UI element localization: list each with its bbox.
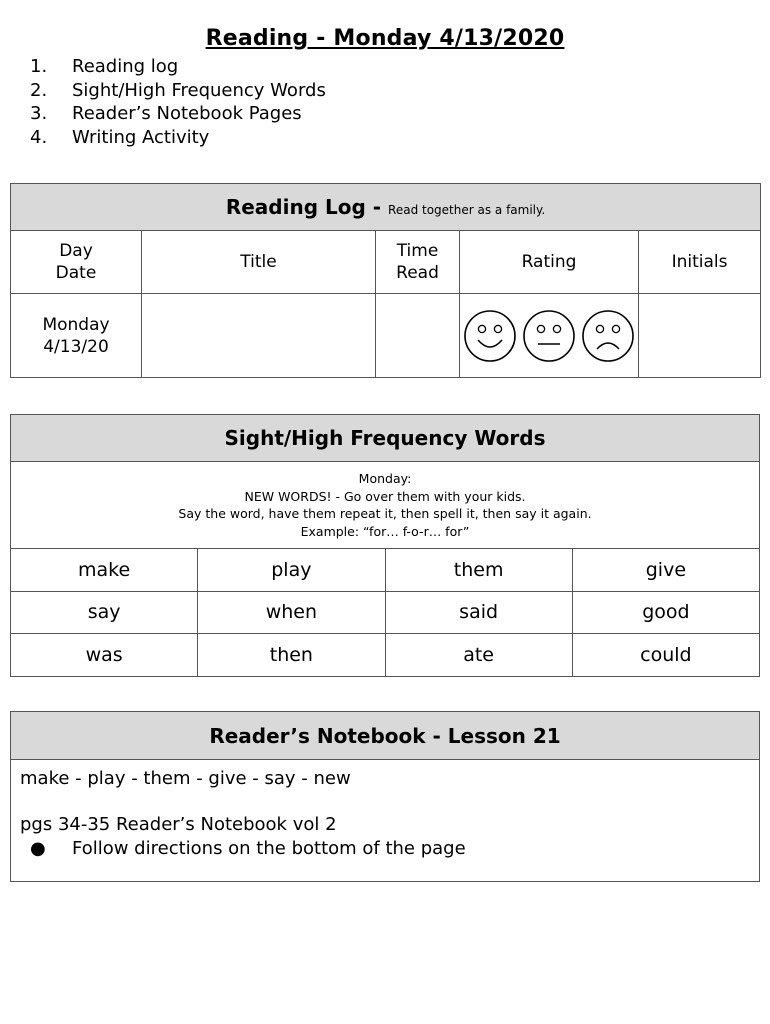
agenda-number: 4.	[30, 126, 48, 148]
happy-face-icon[interactable]	[463, 309, 517, 363]
instruction-line: Monday:	[358, 471, 412, 486]
sad-face-icon[interactable]	[581, 309, 635, 363]
log-time-cell[interactable]	[376, 294, 460, 378]
col-title: Title	[142, 231, 376, 294]
agenda-item	[30, 102, 326, 126]
log-rating-cell	[460, 294, 639, 378]
log-date: 4/13/20	[43, 336, 109, 357]
notebook-word-line: make - play - them - give - say - new	[20, 768, 351, 789]
reading-log-table	[10, 183, 761, 378]
sight-words-instructions	[11, 462, 760, 549]
agenda-list	[30, 55, 326, 149]
rating-faces	[460, 309, 638, 363]
sight-word: was	[11, 634, 198, 677]
log-day-date-cell	[11, 294, 142, 378]
readers-notebook-table	[10, 711, 760, 882]
log-initials-cell[interactable]	[639, 294, 761, 378]
col-date-label: Date	[55, 263, 97, 283]
agenda-item	[30, 55, 326, 79]
notebook-bullet-item	[20, 837, 750, 861]
col-read-label: Read	[396, 263, 439, 283]
agenda-text: Writing Activity	[72, 126, 210, 148]
col-initials: Initials	[639, 231, 761, 294]
agenda-text: Sight/High Frequency Words	[72, 79, 326, 101]
instruction-line: Example: “for… f-o-r… for”	[300, 523, 470, 539]
col-time-read	[376, 231, 460, 294]
reading-log-heading: Reading Log -	[225, 195, 382, 219]
sight-word: said	[385, 591, 572, 634]
agenda-text: Reader’s Notebook Pages	[72, 103, 302, 124]
bullet-icon: ●	[30, 838, 46, 859]
page-title: Reading - Monday 4/13/2020	[205, 26, 565, 51]
sight-word: when	[198, 591, 385, 634]
sight-words-table	[10, 414, 760, 677]
sight-word: say	[11, 591, 198, 634]
sight-word: could	[572, 634, 759, 677]
agenda-item	[30, 126, 326, 150]
col-day-label: Day	[59, 241, 93, 261]
log-day: Monday	[42, 314, 110, 335]
instruction-line: Say the word, have them repeat it, then spell it, then say it again.	[178, 506, 592, 521]
agenda-number: 1.	[30, 56, 48, 77]
reading-log-header	[11, 184, 761, 231]
col-time-label: Time	[396, 241, 439, 261]
col-day-date	[11, 231, 142, 294]
reading-log-note: Read together as a family.	[388, 203, 546, 217]
notebook-bullet-text: Follow directions on the bottom of the page	[72, 838, 466, 859]
agenda-number: 3.	[30, 103, 48, 124]
sight-word: give	[572, 549, 759, 592]
agenda-text: Reading log	[72, 56, 179, 77]
sight-word: then	[198, 634, 385, 677]
sight-word: ate	[385, 634, 572, 677]
notebook-pages-line: pgs 34-35 Reader’s Notebook vol 2	[20, 814, 337, 835]
notebook-heading: Reader’s Notebook - Lesson 21	[11, 712, 760, 760]
sight-word: make	[11, 549, 198, 592]
notebook-body	[11, 760, 760, 882]
sight-words-heading: Sight/High Frequency Words	[11, 415, 760, 462]
sight-word: good	[572, 591, 759, 634]
neutral-face-icon[interactable]	[522, 309, 576, 363]
log-title-cell[interactable]	[142, 294, 376, 378]
sight-word: play	[198, 549, 385, 592]
spacer	[20, 791, 750, 813]
agenda-item	[30, 79, 326, 103]
agenda-number: 2.	[30, 79, 48, 101]
col-rating: Rating	[460, 231, 639, 294]
sight-word: them	[385, 549, 572, 592]
instruction-line: NEW WORDS! - Go over them with your kids.	[244, 488, 526, 504]
